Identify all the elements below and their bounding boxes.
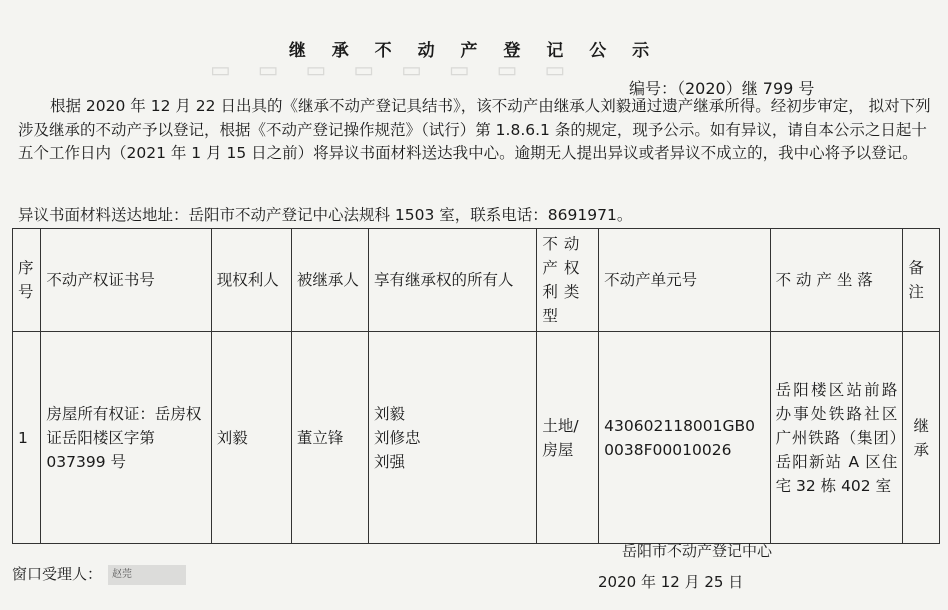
header-heirs: 享有继承权的所有人	[368, 229, 536, 332]
cell-heirs	[368, 332, 536, 544]
cell-decedent: 董立锋	[291, 332, 368, 544]
heir-name: 刘修忠	[373, 428, 421, 447]
notice-title: 继 承 不 动 产 登 记 公 示	[288, 41, 660, 61]
cell-seq: 1	[13, 332, 41, 544]
table-header-row	[13, 229, 940, 332]
table-row	[13, 332, 940, 544]
property-table	[12, 228, 940, 544]
cell-right-type: 土地/房屋	[537, 332, 599, 544]
issue-date: 2020 年 12 月 25 日	[598, 573, 744, 591]
header-current-holder: 现权利人	[211, 229, 291, 332]
header-unit-no: 不动产单元号	[599, 229, 770, 332]
bleed-through-text: ▭ ▭ ▭ ▭ ▭ ▭ ▭ ▭	[210, 58, 576, 83]
header-right-type: 不动产权利类型	[537, 229, 599, 332]
cell-location: 岳阳楼区站前路办事处铁路社区广州铁路（集团）岳阳新站 A 区住宅 32 栋 402 室	[770, 332, 903, 544]
cell-current-holder: 刘毅	[211, 332, 291, 544]
cell-remark: 继承	[903, 332, 940, 544]
cell-unit-no: 430602118001GB00038F00010026	[599, 332, 770, 544]
header-cert-no: 不动产权证书号	[41, 229, 211, 332]
window-clerk	[12, 563, 186, 585]
header-remark: 备注	[903, 229, 940, 332]
heir-name: 刘毅	[373, 404, 405, 423]
clerk-signature: 赵莞	[108, 565, 186, 585]
header-decedent: 被继承人	[291, 229, 368, 332]
cell-cert-no: 房屋所有权证：岳房权证岳阳楼区字第 037399 号	[41, 332, 211, 544]
issuing-agency: 岳阳市不动产登记中心	[622, 542, 773, 560]
header-location: 不 动 产 坐 落	[770, 229, 903, 332]
document-number: 编号：（2020）继 799 号	[629, 79, 815, 98]
clerk-label: 窗口受理人：	[12, 565, 103, 583]
intro-paragraph	[18, 95, 936, 166]
objection-address: 异议书面材料送达地址：岳阳市不动产登记中心法规科 1503 室，联系电话：8691971。	[18, 206, 633, 224]
header-seq: 序号	[13, 229, 41, 332]
intro-text: 根据 2020 年 12 月 22 日出具的《继承不动产登记具结书》，该不动产由继承人刘毅通过遗产继承所得。经初步审定， 拟对下列涉及继承的不动产予以登记，根据《不动产登记操作规范》（试行）第 1.8.6.1 条的规定，现予公示。如有异议，请自本公示之日起十五个工作日内（2021 年 1 月 15 日之前）将异议书面材料送达我中心。逾期无人提出异议或者异议不成立的，我中心将予以登记。	[18, 97, 931, 162]
heir-name: 刘强	[373, 452, 405, 471]
